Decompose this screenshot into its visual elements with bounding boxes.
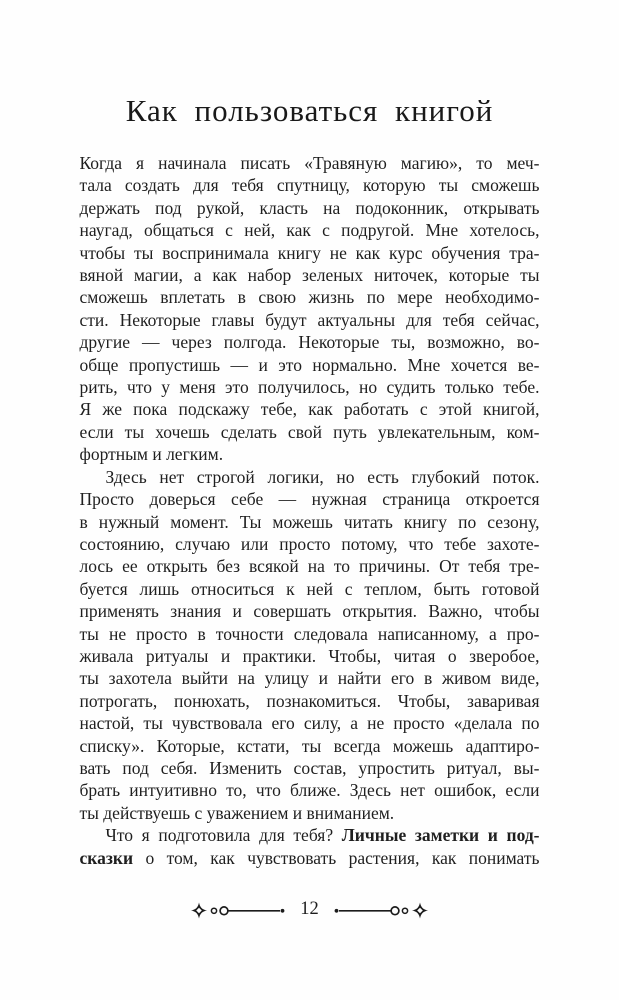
text-run: в нужный момент. Ты можешь читать книгу по сезону, xyxy=(79,511,540,532)
text-line xyxy=(80,264,540,286)
page-footer xyxy=(0,900,619,921)
text-line xyxy=(80,735,540,757)
text-line xyxy=(80,421,540,443)
text-run: брать интуитивно то, что ближе. Здесь нет ошибок, если xyxy=(79,780,540,801)
text-line xyxy=(80,488,540,510)
text-run: Просто доверься себе — нужная страница откроется xyxy=(79,489,540,510)
text-run: применять знания и совершать открытия. Важно, чтобы xyxy=(79,601,540,622)
text-line xyxy=(80,309,540,331)
text-run: потрогать, понюхать, познакомиться. Чтобы, заваривая xyxy=(79,690,540,711)
text-line xyxy=(80,286,540,308)
bold-text-run: сказки xyxy=(79,847,134,868)
text-run: другие — через полгода. Некоторые ты, возможно, во- xyxy=(79,332,540,353)
four-point-star-icon xyxy=(191,902,207,918)
text-run: Я же пока подскажу тебе, как работать с этой книгой, xyxy=(79,399,540,420)
text-run: если ты хочешь сделать свой путь увлекательным, ком- xyxy=(79,421,540,442)
text-line xyxy=(80,645,540,667)
text-run: живала ритуалы и практики. Чтобы, читая о зверобое, xyxy=(79,645,540,666)
text-line xyxy=(80,802,540,824)
text-run: о том, как чувствовать растения, как понимать xyxy=(133,847,540,868)
text-line xyxy=(80,219,540,241)
footer-ornament-left xyxy=(191,902,287,919)
text-line xyxy=(80,511,540,533)
text-line xyxy=(80,779,540,801)
end-dot-icon xyxy=(334,909,338,913)
text-line xyxy=(80,174,540,196)
text-run: сти. Некоторые главы будут актуальны для тебя сейчас, xyxy=(79,309,540,330)
end-dot-icon xyxy=(281,909,285,913)
text-line xyxy=(80,623,540,645)
text-line xyxy=(80,533,540,555)
text-line xyxy=(80,600,540,622)
text-run: рить, что у меня это получилось, но судить только тебе. xyxy=(79,377,540,398)
text-line xyxy=(80,331,540,353)
text-line xyxy=(80,757,540,779)
paragraph xyxy=(80,152,540,466)
paragraph xyxy=(80,466,540,825)
text-line xyxy=(80,712,540,734)
text-line xyxy=(80,443,540,465)
chapter-title: Как пользоваться книгой xyxy=(125,93,494,128)
text-run: Здесь нет строгой логики, но есть глубокий поток. xyxy=(105,466,540,487)
small-ring-icon xyxy=(212,908,217,913)
ring-icon xyxy=(391,907,399,915)
bold-text-run: Личные заметки и под- xyxy=(341,825,540,846)
text-run: ты действуешь с уважением и вниманием. xyxy=(79,802,395,823)
text-run: держать под рукой, класть на подоконник, открывать xyxy=(79,197,540,218)
text-run: Когда я начинала писать «Травяную магию», то меч- xyxy=(79,153,540,173)
text-run: чтобы ты воспринимала книгу не как курс обучения тра- xyxy=(79,242,540,263)
four-point-star-icon xyxy=(412,902,428,918)
text-line xyxy=(80,824,540,846)
text-run: наугад, общаться с ней, как с подругой. Мне хотелось, xyxy=(79,220,540,241)
text-run: вяной магии, а как набор зеленых ниточек, которые ты xyxy=(79,265,540,286)
text-line xyxy=(80,398,540,420)
text-line xyxy=(80,466,540,488)
text-run: сможешь вплетать в свою жизнь по мере необходимо- xyxy=(79,287,540,308)
text-line xyxy=(80,152,540,174)
page-number: 12 xyxy=(300,899,319,919)
footer-ornament-right xyxy=(332,902,428,919)
text-run: вать под себя. Изменить состав, упростить ритуал, вы- xyxy=(79,757,540,778)
body-text xyxy=(80,152,540,869)
text-run: ты не просто в точности следовала написанному, а про- xyxy=(79,623,540,644)
text-line xyxy=(80,578,540,600)
text-line xyxy=(80,376,540,398)
text-run: Что я подготовила для тебя? xyxy=(105,825,342,846)
paragraph xyxy=(80,824,540,869)
text-run: списку». Которые, кстати, ты всегда можешь адаптиро- xyxy=(79,735,540,756)
text-run: тала создать для тебя спутницу, которую ты сможешь xyxy=(79,175,540,196)
text-line xyxy=(80,690,540,712)
text-run: лось ее открыть без всякой на то причины. От тебя тре- xyxy=(79,556,540,577)
text-line xyxy=(80,354,540,376)
text-run: обще пропустишь — и это нормально. Мне хочется ве- xyxy=(79,354,540,375)
text-line xyxy=(80,667,540,689)
text-line xyxy=(80,847,540,869)
text-run: состоянию, случаю или просто потому, что тебе захоте- xyxy=(79,533,540,554)
text-line xyxy=(80,242,540,264)
text-run: настой, ты чувствовала его силу, а не просто «делала по xyxy=(79,713,540,734)
text-run: фортным и легким. xyxy=(79,444,224,465)
text-run: буется лишь относиться к ней с теплом, быть готовой xyxy=(79,578,540,599)
small-ring-icon xyxy=(402,908,407,913)
text-run: ты захотела выйти на улицу и найти его в живом виде, xyxy=(79,668,540,689)
ring-icon xyxy=(220,907,228,915)
text-line xyxy=(80,555,540,577)
text-line xyxy=(80,197,540,219)
